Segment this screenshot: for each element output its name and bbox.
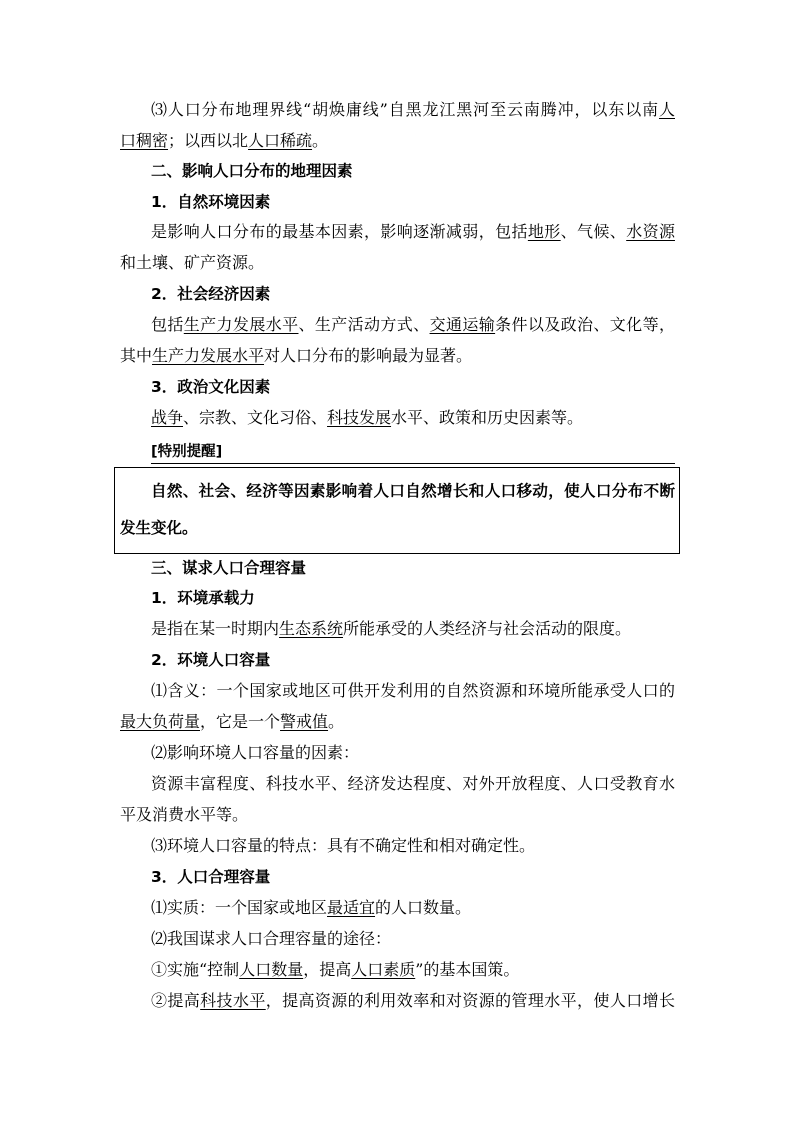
paragraph-line: ②提高科技水平，提高资源的利用效率和对资源的管理水平，使人口增长 <box>151 991 675 1010</box>
paragraph-line: 最大负荷量，它是一个警戒值。 <box>120 712 345 731</box>
underlined-term: 最大负荷量 <box>120 712 201 731</box>
paragraph-line: 是指在某一时期内生态系统所能承受的人类经济与社会活动的限度。 <box>151 619 632 638</box>
paragraph-line: ⑴实质：一个国家或地区最适宜的人口数量。 <box>151 898 472 917</box>
paragraph-line: 平及消费水平等。 <box>120 805 249 824</box>
paragraph-line: 其中生产力发展水平对人口分布的影响最为显著。 <box>120 346 473 365</box>
subsection-heading: 2．环境人口容量 <box>151 651 271 669</box>
subsection-heading: 1．环境承载力 <box>151 589 255 607</box>
subsection-heading: 1．自然环境因素 <box>151 193 271 211</box>
underlined-term: 人口素质 <box>351 960 416 979</box>
underlined-term: 生产力发展水平 <box>152 346 265 365</box>
note-line: 自然、社会、经济等因素影响着人口自然增长和人口移动，使人口分布不断 <box>151 482 675 500</box>
paragraph-line: 和土壤、矿产资源。 <box>120 253 265 272</box>
underlined-term: 生态系统 <box>279 619 344 638</box>
paragraph-line: 战争、宗教、文化习俗、科技发展水平、政策和历史因素等。 <box>151 408 584 427</box>
paragraph-line: ⑴含义：一个国家或地区可供开发利用的自然资源和环境所能承受人口的 <box>151 681 675 700</box>
subsection-heading: 2．社会经济因素 <box>151 285 271 303</box>
note-line: 发生变化。 <box>120 519 198 537</box>
underlined-term: 人口数量 <box>239 960 304 979</box>
underlined-term: 人口稀疏 <box>248 131 313 150</box>
underlined-term: 最适宜 <box>327 898 376 917</box>
note-label: [特别提醒] <box>151 443 675 464</box>
underlined-term: 地形 <box>527 222 561 241</box>
subsection-heading: 3．人口合理容量 <box>151 868 271 886</box>
paragraph-line: ①实施“控制人口数量，提高人口素质”的基本国策。 <box>151 960 520 979</box>
paragraph-line: 口稠密；以西以北人口稀疏。 <box>120 131 329 150</box>
paragraph-line: ⑵我国谋求人口合理容量的途径： <box>151 929 392 948</box>
underlined-term: 警戒值 <box>280 712 329 731</box>
paragraph-line: 是影响人口分布的最基本因素，影响逐渐减弱，包括地形、气候、水资源 <box>151 222 675 241</box>
section-heading: 二、影响人口分布的地理因素 <box>151 162 353 180</box>
underlined-term: 人 <box>658 100 675 119</box>
underlined-term: 生产力发展水平 <box>183 315 299 334</box>
paragraph-line: ⑶环境人口容量的特点：具有不确定性和相对确定性。 <box>151 836 536 855</box>
paragraph-line: 资源丰富程度、科技水平、经济发达程度、对外开放程度、人口受教育水 <box>151 774 675 793</box>
underlined-term: 战争 <box>151 408 184 427</box>
paragraph-line: ⑶人口分布地理界线“胡焕庸线”自黑龙江黑河至云南腾冲，以东以南人 <box>151 100 675 119</box>
underlined-term: 科技发展 <box>327 408 392 427</box>
section-heading: 三、谋求人口合理容量 <box>151 559 307 577</box>
paragraph-line: ⑵影响环境人口容量的因素： <box>151 743 360 762</box>
underlined-term: 水资源 <box>626 222 675 241</box>
underlined-term: 科技水平 <box>200 991 266 1010</box>
subsection-heading: 3．政治文化因素 <box>151 378 271 396</box>
underlined-term: 交通运输 <box>429 315 496 334</box>
note-box <box>114 467 680 554</box>
underlined-term: 口稠密 <box>120 131 169 150</box>
paragraph-line: 包括生产力发展水平、生产活动方式、交通运输条件以及政治、文化等， <box>151 315 675 334</box>
